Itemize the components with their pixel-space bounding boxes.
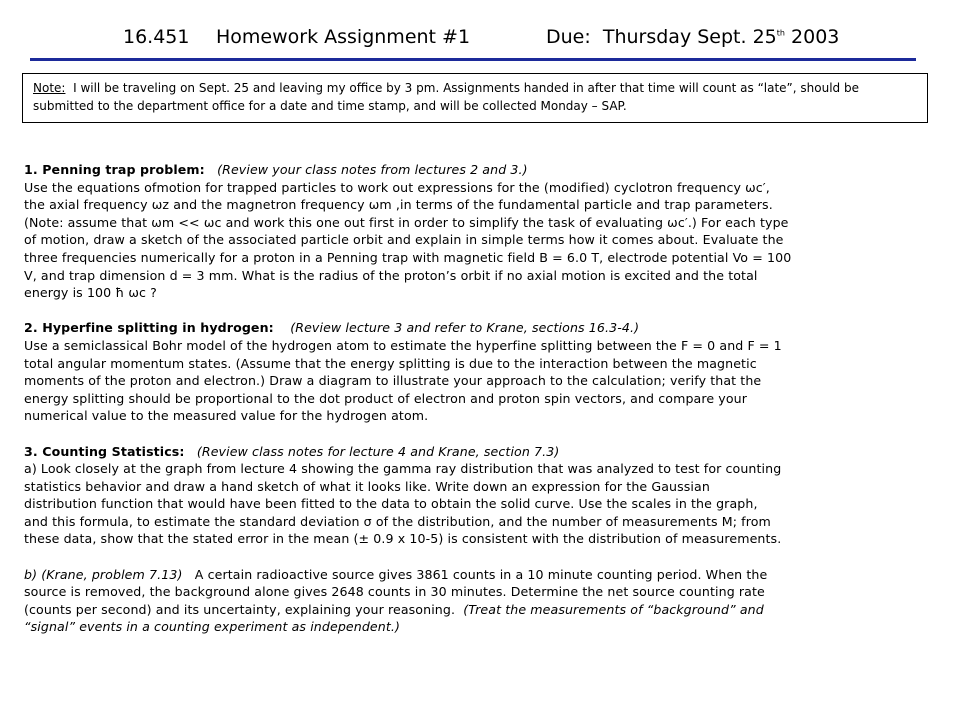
problem-heading: 3. Counting Statistics: — [24, 443, 185, 459]
italic-remark: (Treat the measurements of “background” and — [463, 601, 764, 617]
review-note: (Review lecture 3 and refer to Krane, sections 16.3-4.) — [290, 320, 640, 336]
body-line: these data, show that the stated error in the mean (± 0.9 x 10-5) is consistent with the distribution of measurements. — [24, 531, 782, 547]
body-line: statistics behavior and draw a hand sketch of what it looks like. Write down an expression for the Gaussian — [24, 478, 710, 494]
body-line: numerical value to the measured value for the hydrogen atom. — [24, 408, 429, 424]
body-line: V, and trap dimension d = 3 mm. What is the radius of the proton’s orbit if no axial motion is excited and the total — [24, 267, 758, 283]
body-line: of motion, draw a sketch of the associated particle orbit and explain in simple terms how it comes about. Evaluate the — [24, 232, 784, 248]
note-box — [22, 73, 928, 123]
assignment-name: Homework Assignment #1 — [216, 26, 471, 48]
body-line: and this formula, to estimate the standard deviation σ of the distribution, and the number of measurements M; from — [24, 513, 771, 529]
body-line: energy splitting should be proportional to the dot product of electron and proton spin vectors, and compare your — [24, 390, 748, 406]
problem-1-heading — [24, 161, 924, 179]
body-line: moments of the proton and electron.) Draw a diagram to illustrate your approach to the calculation; verify that the — [24, 373, 762, 389]
due-date: Due: Thursday Sept. 25th 2003 — [546, 26, 840, 48]
body-line: A certain radioactive source gives 3861 counts in a 10 minute counting period. When the — [194, 566, 768, 582]
problem-3-heading — [24, 443, 924, 461]
italic-remark: “signal” events in a counting experiment as independent.) — [24, 619, 401, 635]
body-line: distribution function that would have been fitted to the data to obtain the solid curve. Use the scales in the graph, — [24, 496, 758, 512]
note-text: I will be traveling on Sept. 25 and leaving my office by 3 pm. Assignments handed in after that time will count as “late”, should be submitted to the department office for a date and time stamp, and will be collected Monday – SAP. — [33, 81, 859, 113]
assignment-title — [0, 26, 960, 56]
title-rule — [30, 58, 916, 61]
problem-heading: 1. Penning trap problem: — [24, 162, 205, 177]
review-note: (Review class notes for lecture 4 and Krane, section 7.3) — [196, 443, 560, 459]
body-line: energy is 100 ħ ωc ? — [24, 285, 157, 301]
problem-list — [24, 161, 924, 636]
body-line: Use a semiclassical Bohr model of the hydrogen atom to estimate the hyperfine splitting between the F = 0 and F = 1 — [24, 337, 782, 353]
body-line: (counts per second) and its uncertainty, explaining your reasoning. (Treat the measurements of “background” and — [24, 601, 764, 617]
problem-heading: 2. Hyperfine splitting in hydrogen: — [24, 320, 274, 336]
problem-2-heading — [24, 319, 924, 337]
body-line: total angular momentum states. (Assume that the energy splitting is due to the interaction between the magnetic — [24, 355, 757, 371]
body-line: a) Look closely at the graph from lecture 4 showing the gamma ray distribution that was analyzed to test for counting — [24, 461, 782, 477]
course-number: 16.451 — [123, 26, 190, 48]
body-line: source is removed, the background alone gives 2648 counts in 30 minutes. Determine the net source counting rate — [24, 584, 765, 600]
body-line: Use the equations ofmotion for trapped particles to work out expressions for the (modified) cyclotron frequency ωc′, — [24, 179, 770, 195]
body-line: three frequencies numerically for a proton in a Penning trap with magnetic field B = 6.0 T, electrode potential Vo = 100 — [24, 249, 792, 265]
body-line: the axial frequency ωz and the magnetron frequency ωm ,in terms of the fundamental particle and trap parameters. — [24, 197, 773, 213]
part-b-reference: b) (Krane, problem 7.13) — [24, 566, 183, 582]
body-line: (Note: assume that ωm << ωc and work this one out first in order to simplify the task of evaluating ωc′.) For each type — [24, 214, 789, 230]
review-note: (Review your class notes from lectures 2 and 3.) — [217, 162, 528, 177]
note-label: Note: — [33, 81, 66, 95]
part-b-line — [24, 566, 924, 584]
